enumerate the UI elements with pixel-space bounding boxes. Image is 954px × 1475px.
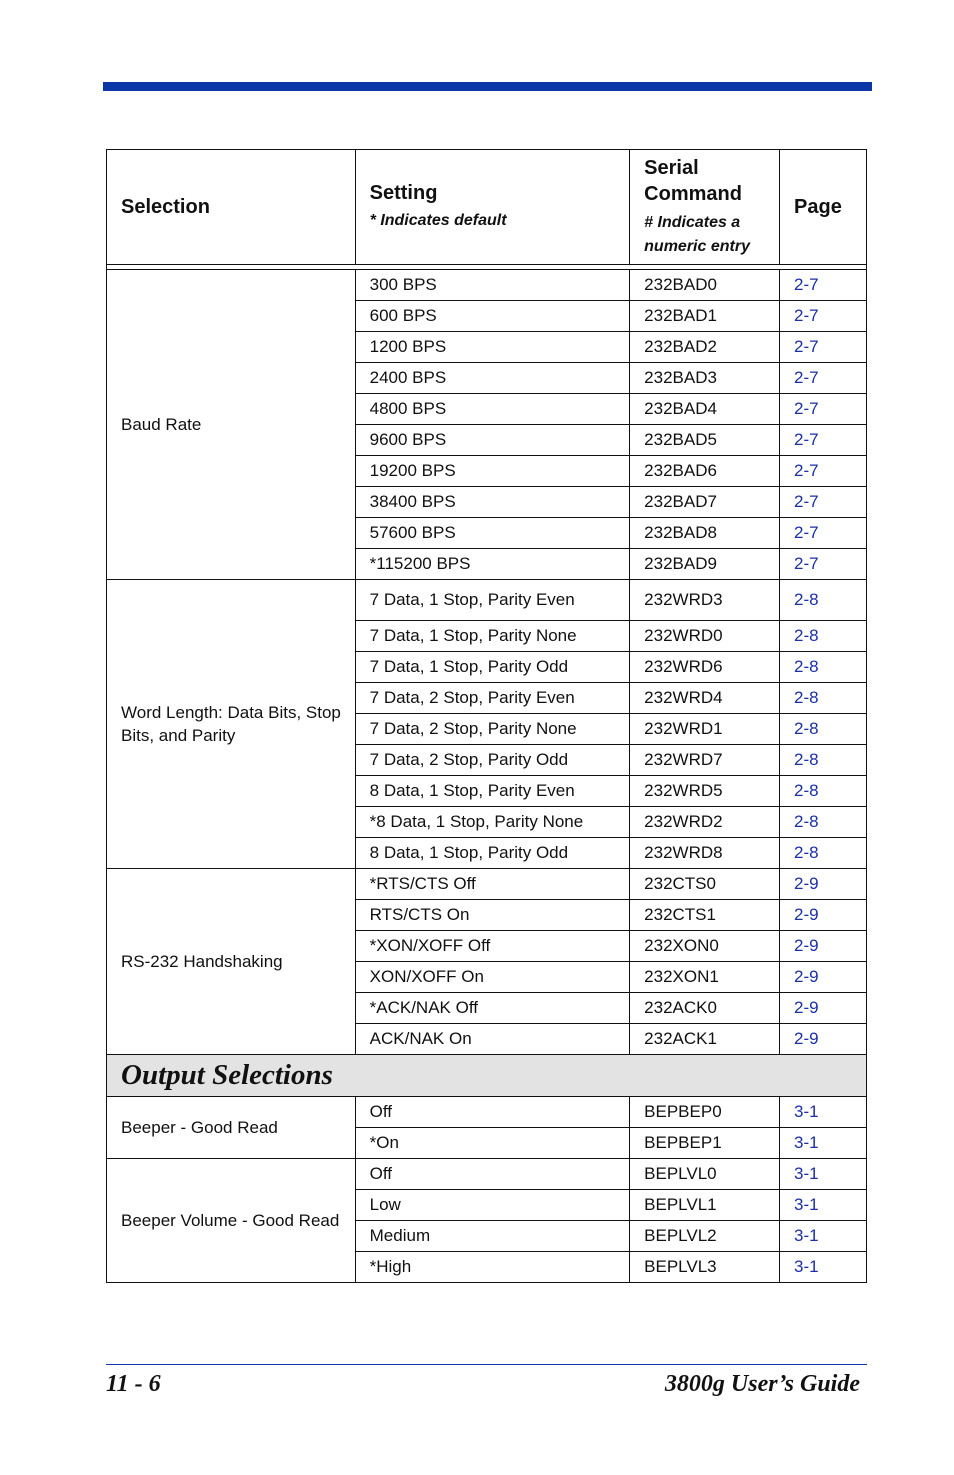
page-link[interactable]: 2-9 — [780, 1024, 867, 1055]
setting-cell: Off — [355, 1159, 630, 1190]
page-link[interactable]: 2-7 — [780, 425, 867, 456]
serial-command-table — [106, 149, 867, 1283]
command-cell: BEPBEP1 — [630, 1128, 780, 1159]
page-link[interactable]: 2-9 — [780, 931, 867, 962]
setting-cell: 300 BPS — [355, 270, 630, 301]
command-cell: 232BAD7 — [630, 487, 780, 518]
setting-cell: 8 Data, 1 Stop, Parity Even — [355, 776, 630, 807]
header-setting-note: * Indicates default — [369, 211, 507, 229]
selection-cell: RS-232 Handshaking — [107, 869, 356, 1055]
setting-cell: *8 Data, 1 Stop, Parity None — [355, 807, 630, 838]
command-cell: 232WRD0 — [630, 621, 780, 652]
setting-cell: Medium — [355, 1221, 630, 1252]
section-row — [107, 1055, 867, 1097]
command-cell: 232BAD4 — [630, 394, 780, 425]
selection-cell: Beeper - Good Read — [107, 1097, 356, 1159]
header-page: Page — [780, 150, 867, 265]
page-link[interactable]: 3-1 — [780, 1128, 867, 1159]
command-cell: 232XON0 — [630, 931, 780, 962]
command-cell: 232WRD6 — [630, 652, 780, 683]
setting-cell: *XON/XOFF Off — [355, 931, 630, 962]
page-link[interactable]: 2-8 — [780, 683, 867, 714]
setting-cell: 7 Data, 1 Stop, Parity Odd — [355, 652, 630, 683]
page-link[interactable]: 2-9 — [780, 993, 867, 1024]
command-cell: 232WRD1 — [630, 714, 780, 745]
page-link[interactable]: 3-1 — [780, 1159, 867, 1190]
page-link[interactable]: 2-8 — [780, 745, 867, 776]
setting-cell: 38400 BPS — [355, 487, 630, 518]
page-link[interactable]: 2-8 — [780, 714, 867, 745]
table-row — [107, 270, 867, 301]
top-accent-bar — [103, 82, 872, 91]
setting-cell: 600 BPS — [355, 301, 630, 332]
command-cell: 232CTS1 — [630, 900, 780, 931]
page-link[interactable]: 2-8 — [780, 580, 867, 621]
setting-cell: 1200 BPS — [355, 332, 630, 363]
footer-page-number: 11 - 6 — [106, 1371, 161, 1397]
page-link[interactable]: 2-7 — [780, 456, 867, 487]
command-cell: 232WRD2 — [630, 807, 780, 838]
command-cell: BEPLVL0 — [630, 1159, 780, 1190]
page-link[interactable]: 3-1 — [780, 1252, 867, 1283]
page-link[interactable]: 2-7 — [780, 332, 867, 363]
command-cell: 232ACK0 — [630, 993, 780, 1024]
table-row — [107, 580, 867, 621]
footer-guide-title: 3800g User’s Guide — [664, 1371, 860, 1397]
page-link[interactable]: 2-8 — [780, 807, 867, 838]
command-cell: 232BAD3 — [630, 363, 780, 394]
command-cell: 232WRD5 — [630, 776, 780, 807]
command-cell: BEPLVL3 — [630, 1252, 780, 1283]
command-cell: 232WRD3 — [630, 580, 780, 621]
header-setting-label: Setting — [369, 181, 438, 204]
command-cell: BEPLVL2 — [630, 1221, 780, 1252]
command-cell: 232WRD8 — [630, 838, 780, 869]
page-link[interactable]: 2-7 — [780, 487, 867, 518]
command-cell: BEPLVL1 — [630, 1190, 780, 1221]
page-link[interactable]: 2-7 — [780, 301, 867, 332]
page-link[interactable]: 2-8 — [780, 838, 867, 869]
page-link[interactable]: 2-8 — [780, 621, 867, 652]
setting-cell: 7 Data, 2 Stop, Parity Odd — [355, 745, 630, 776]
setting-cell: 57600 BPS — [355, 518, 630, 549]
setting-cell: Off — [355, 1097, 630, 1128]
page-link[interactable]: 3-1 — [780, 1097, 867, 1128]
setting-cell: 4800 BPS — [355, 394, 630, 425]
header-selection: Selection — [107, 150, 356, 265]
setting-cell: *115200 BPS — [355, 549, 630, 580]
command-cell: BEPBEP0 — [630, 1097, 780, 1128]
setting-cell: 8 Data, 1 Stop, Parity Odd — [355, 838, 630, 869]
page-link[interactable]: 2-9 — [780, 900, 867, 931]
setting-cell: Low — [355, 1190, 630, 1221]
selection-cell: Beeper Volume - Good Read — [107, 1159, 356, 1283]
command-cell: 232BAD9 — [630, 549, 780, 580]
page-link[interactable]: 2-7 — [780, 518, 867, 549]
setting-cell: 7 Data, 2 Stop, Parity Even — [355, 683, 630, 714]
header-setting — [355, 150, 630, 265]
command-cell: 232BAD1 — [630, 301, 780, 332]
header-serial-label: Serial Command — [644, 157, 742, 205]
command-cell: 232BAD0 — [630, 270, 780, 301]
page-link[interactable]: 2-7 — [780, 270, 867, 301]
table-header-row — [107, 150, 867, 265]
setting-cell: 7 Data, 1 Stop, Parity None — [355, 621, 630, 652]
selection-cell: Word Length: Data Bits, Stop Bits, and Parity — [107, 580, 356, 869]
header-serial-note: # Indicates a numeric entry — [644, 214, 750, 255]
page-link[interactable]: 3-1 — [780, 1221, 867, 1252]
command-cell: 232WRD7 — [630, 745, 780, 776]
page-link[interactable]: 3-1 — [780, 1190, 867, 1221]
setting-cell: *RTS/CTS Off — [355, 869, 630, 900]
page-link[interactable]: 2-8 — [780, 776, 867, 807]
setting-cell: 2400 BPS — [355, 363, 630, 394]
command-cell: 232WRD4 — [630, 683, 780, 714]
table-row — [107, 1097, 867, 1128]
page-link[interactable]: 2-8 — [780, 652, 867, 683]
setting-cell: RTS/CTS On — [355, 900, 630, 931]
page-link[interactable]: 2-7 — [780, 549, 867, 580]
command-cell: 232BAD6 — [630, 456, 780, 487]
command-cell: 232XON1 — [630, 962, 780, 993]
page-link[interactable]: 2-7 — [780, 363, 867, 394]
setting-cell: XON/XOFF On — [355, 962, 630, 993]
page-link[interactable]: 2-7 — [780, 394, 867, 425]
setting-cell: *High — [355, 1252, 630, 1283]
setting-cell: *ACK/NAK Off — [355, 993, 630, 1024]
section-title: Output Selections — [107, 1055, 867, 1097]
setting-cell: *On — [355, 1128, 630, 1159]
page-link[interactable]: 2-9 — [780, 962, 867, 993]
setting-cell: 19200 BPS — [355, 456, 630, 487]
setting-cell: 7 Data, 2 Stop, Parity None — [355, 714, 630, 745]
header-serial-command — [630, 150, 780, 265]
command-cell: 232BAD2 — [630, 332, 780, 363]
footer-rule — [106, 1364, 867, 1365]
command-cell: 232BAD8 — [630, 518, 780, 549]
table-row — [107, 869, 867, 900]
table-row — [107, 1159, 867, 1190]
command-cell: 232ACK1 — [630, 1024, 780, 1055]
setting-cell: 7 Data, 1 Stop, Parity Even — [355, 580, 630, 621]
table-body — [107, 265, 867, 1283]
page-link[interactable]: 2-9 — [780, 869, 867, 900]
command-cell: 232BAD5 — [630, 425, 780, 456]
command-cell: 232CTS0 — [630, 869, 780, 900]
setting-cell: ACK/NAK On — [355, 1024, 630, 1055]
setting-cell: 9600 BPS — [355, 425, 630, 456]
selection-cell: Baud Rate — [107, 270, 356, 580]
